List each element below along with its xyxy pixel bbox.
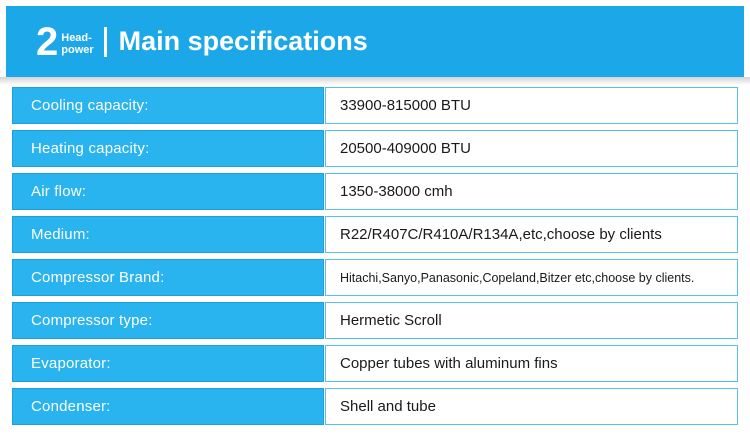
header-divider	[104, 27, 107, 57]
section-header-banner	[0, 0, 750, 77]
table-row	[12, 173, 738, 210]
spec-value: Copper tubes with aluminum fins	[325, 345, 738, 382]
spec-value: Shell and tube	[325, 388, 738, 425]
specifications-table	[0, 77, 750, 425]
spec-value: Hermetic Scroll	[325, 302, 738, 339]
spec-value: Hitachi,Sanyo,Panasonic,Copeland,Bitzer etc,choose by clients.	[325, 259, 738, 296]
section-number: 2	[36, 19, 58, 64]
head-power-line1: Head-	[61, 31, 92, 44]
table-row	[12, 259, 738, 296]
header-content	[6, 6, 368, 77]
table-row	[12, 345, 738, 382]
table-row	[12, 216, 738, 253]
spec-label: Evaporator:	[12, 345, 324, 382]
spec-label: Heating capacity:	[12, 130, 324, 167]
spec-label: Compressor Brand:	[12, 259, 324, 296]
spec-label: Air flow:	[12, 173, 324, 210]
spec-label: Cooling capacity:	[12, 87, 324, 124]
spec-label: Compressor type:	[12, 302, 324, 339]
table-row	[12, 302, 738, 339]
spec-label: Medium:	[12, 216, 324, 253]
head-power-label	[61, 28, 93, 56]
spec-value: 1350-38000 cmh	[325, 173, 738, 210]
table-row	[12, 87, 738, 124]
head-power-line2: power	[61, 43, 94, 56]
table-row	[12, 130, 738, 167]
page-title: Main specifications	[118, 26, 368, 56]
spec-label: Condenser:	[12, 388, 324, 425]
table-row	[12, 388, 738, 425]
spec-value: 33900-815000 BTU	[325, 87, 738, 124]
spec-value: R22/R407C/R410A/R134A,etc,choose by clients	[325, 216, 738, 253]
spec-value: 20500-409000 BTU	[325, 130, 738, 167]
header-shadow	[0, 77, 750, 85]
